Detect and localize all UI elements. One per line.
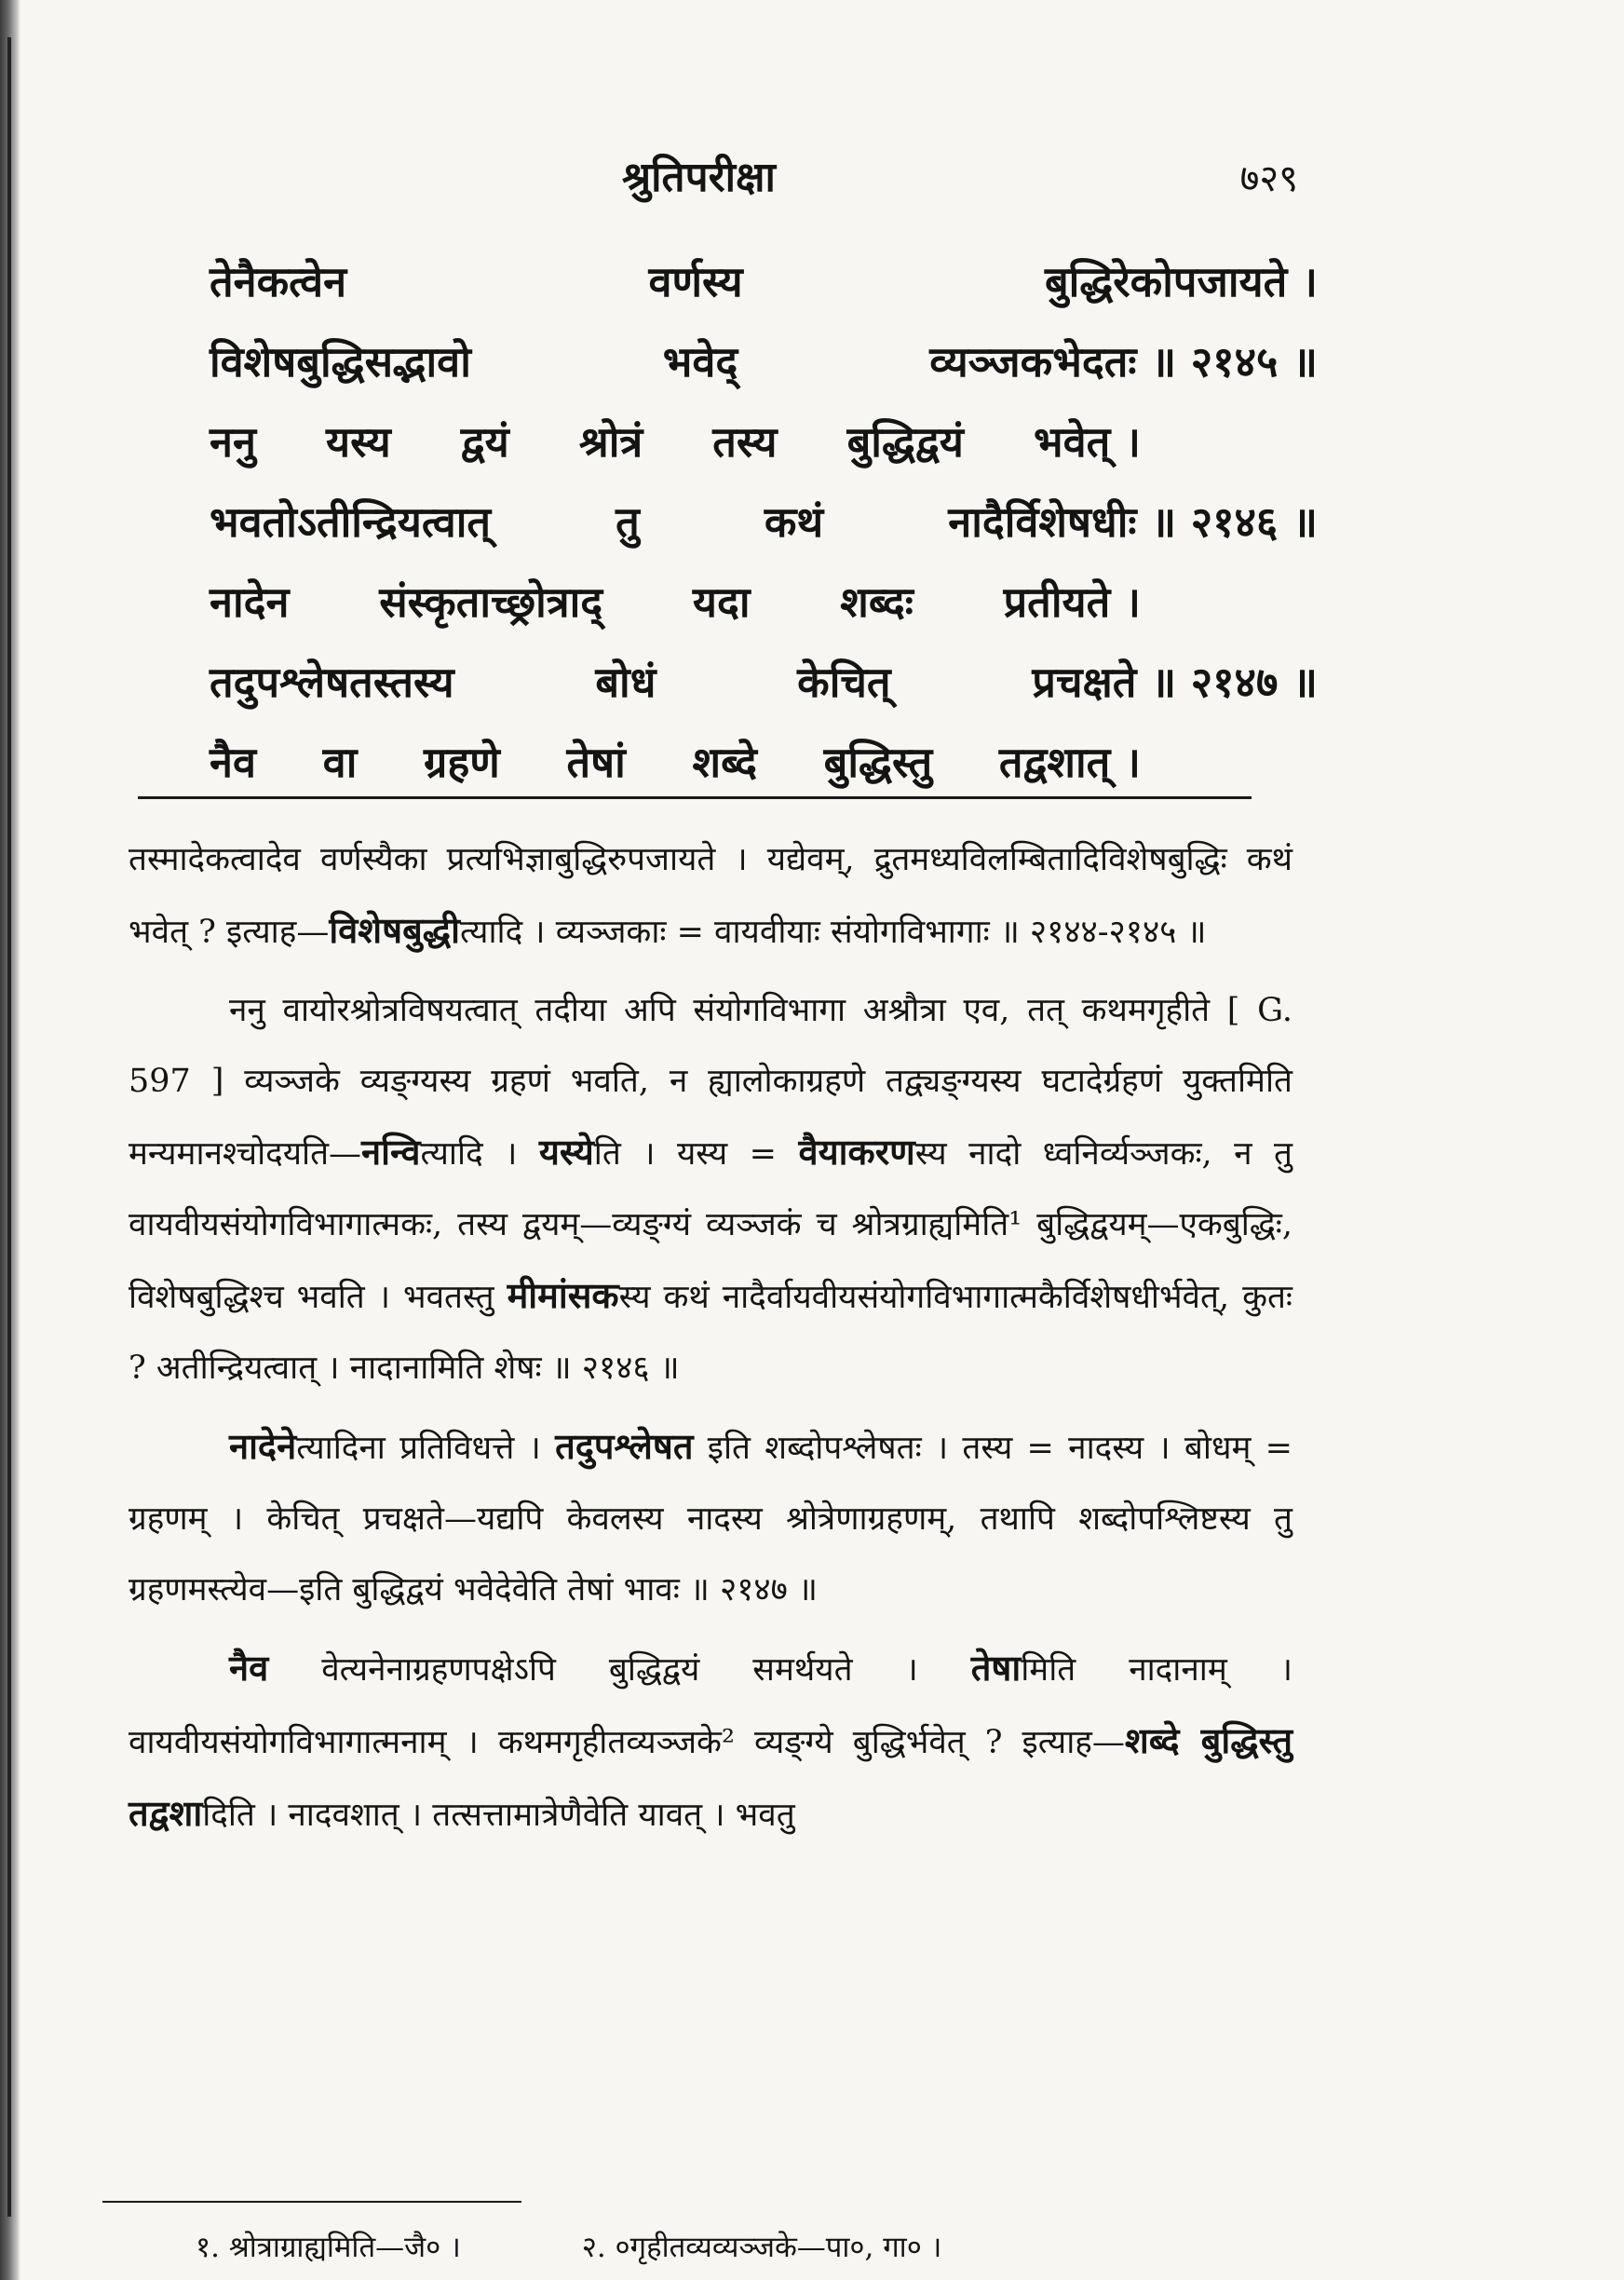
verse-line-6 (210, 643, 1318, 723)
commentary-paragraph-2: ननु वायोरश्रोत्रविषयत्वात् तदीया अपि संयोगविभागा अश्रौत्रा एव, तत् कथमगृहीते [ G. 597 ] व्यञ्जके व्यङ्ग्यस्य ग्रहणं भवति, न ह्यालोकाग्रहणे तद्व्यङ्ग्यस्य घटादेर्ग्रहणं युक्तमिति मन्यमानश्चोदयति—नन्वित्यादि । यस्येति । यस्य = वैयाकरणस्य नादो ध्वनिर्व्यञ्जकः, न तु वायवीयसंयोगविभागात्मकः, तस्य द्वयम्—व्यङ्ग्यं व्यञ्जकं च श्रोत्रग्राह्यमिति¹ बुद्धिद्वयम्—एकबुद्धिः, विशेषबुद्धिश्च भवति । भवतस्तु मीमांसकस्य कथं नादैर्वायवीयसंयोगविभागात्मकैर्विशेषधीर्भवेत्, कुतः ? अतीन्द्रियत्वात् । नादानामिति शेषः ॥ २१४६ ॥ (129, 992, 1292, 1387)
verse-word: तदुपश्लेषतस्तस्य (210, 658, 454, 707)
verse-block (210, 242, 1318, 803)
verse-word: बुद्धिरेकोपजायते । (1044, 257, 1318, 306)
verse-word: नैव (210, 738, 256, 787)
verse-word: शब्दः (840, 577, 914, 627)
verse-line-1 (210, 242, 1318, 322)
verse-word: बोधं (595, 658, 656, 707)
commentary-paragraph-4: नैव वेत्यनेनाग्रहणपक्षेऽपि बुद्धिद्वयं समर्थयते । तेषामिति नादानाम् । वायवीयसंयोगविभागात्मनाम् । कथमगृहीतव्यञ्जके² व्यङ्ग्ये बुद्धिर्भवेत् ? इत्याह—शब्दे बुद्धिस्तु तद्वशादिति । नादवशात् । तत्सत्तामात्रेणैवेति यावत् । भवतु (129, 1647, 1293, 1834)
verse-word: कथं (764, 497, 824, 547)
verse-line-7 (210, 723, 1141, 803)
verse-word: बुद्धिद्वयं (846, 417, 964, 467)
verse-line-5 (210, 563, 1141, 643)
verse-word: तद्वशात् । (998, 738, 1141, 787)
verse-word: तेषां (566, 738, 626, 787)
section-divider (138, 796, 1252, 799)
verse-word: शब्दे (692, 738, 757, 787)
verse-word: केचित् (797, 658, 891, 707)
verse-word: बुद्धिस्तु (823, 738, 933, 787)
verse-word: ननु (210, 417, 256, 467)
footnote-2: २. ०गृहीतव्यव्यञ्जके—पा०, गा० । (581, 2231, 942, 2264)
binding-shadow-line (7, 37, 11, 2217)
verse-word: ग्रहणे (424, 738, 500, 787)
verse-word: भवेत् । (1033, 417, 1141, 467)
verse-word: संस्कृताच्छ्रोत्राद् (379, 577, 603, 627)
page-number: ७२९ (1239, 157, 1298, 200)
footnotes (196, 2224, 1266, 2271)
verse-line-2 (210, 322, 1318, 402)
commentary-block (129, 824, 1292, 1851)
verse-line-4 (210, 482, 1318, 563)
verse-word: भवेद् (662, 337, 738, 387)
commentary-paragraph-3: नादेनेत्यादिना प्रतिविधत्ते । तदुपश्लेषत इति शब्दोपश्लेषतः । तस्य = नादस्य । बोधम् = ग्रहणम् । केचित् प्रचक्षते—यद्यपि केवलस्य नादस्य श्रोत्रेणाग्रहणम्, तथापि शब्दोपश्लिष्टस्य तु ग्रहणमस्त्येव—इति बुद्धिद्वयं भवेदेवेति तेषां भावः ॥ २१४७ ॥ (129, 1425, 1293, 1608)
verse-word: तेनैकत्वेन (210, 257, 347, 306)
verse-word: प्रतीयते । (1003, 577, 1141, 627)
commentary-paragraph-1: तस्मादेकत्वादेव वर्णस्यैका प्रत्यभिज्ञाबुद्धिरुपजायते । यद्येवम्, द्रुतमध्यविलम्बितादिविशेषबुद्धिः कथं भवेत् ? इत्याह—विशेषबुद्धीत्यादि । व्यञ्जकाः = वायवीयाः संयोगविभागाः ॥ २१४४-२१४५ ॥ (129, 841, 1292, 951)
verse-word: तु (616, 497, 640, 547)
verse-word: नादैर्विशेषधीः ॥ २१४६ ॥ (948, 497, 1318, 547)
verse-word: श्रोत्रं (578, 417, 643, 467)
verse-word: नादेन (210, 577, 290, 627)
verse-word: द्वयं (460, 417, 509, 467)
verse-word: प्रचक्षते ॥ २१४७ ॥ (1032, 658, 1318, 707)
verse-line-3 (210, 402, 1141, 482)
verse-word: विशेषबुद्धिसद्भावो (210, 337, 471, 387)
footnote-1: १. श्रोत्राग्राह्यमिति—जै० । (196, 2231, 461, 2264)
verse-word: वर्णस्य (648, 257, 743, 306)
verse-word: यदा (692, 577, 751, 627)
verse-word: भवतोऽतीन्द्रियत्वात् (210, 497, 492, 547)
verse-word: यस्य (326, 417, 391, 467)
page-header (0, 147, 1624, 212)
page-title: श्रुतिपरीक्षा (622, 154, 776, 201)
verse-word: व्यञ्जकभेदतः ॥ २१४५ ॥ (929, 337, 1318, 387)
footnote-divider (102, 2201, 521, 2203)
verse-word: वा (322, 738, 358, 787)
verse-word: तस्य (712, 417, 778, 467)
